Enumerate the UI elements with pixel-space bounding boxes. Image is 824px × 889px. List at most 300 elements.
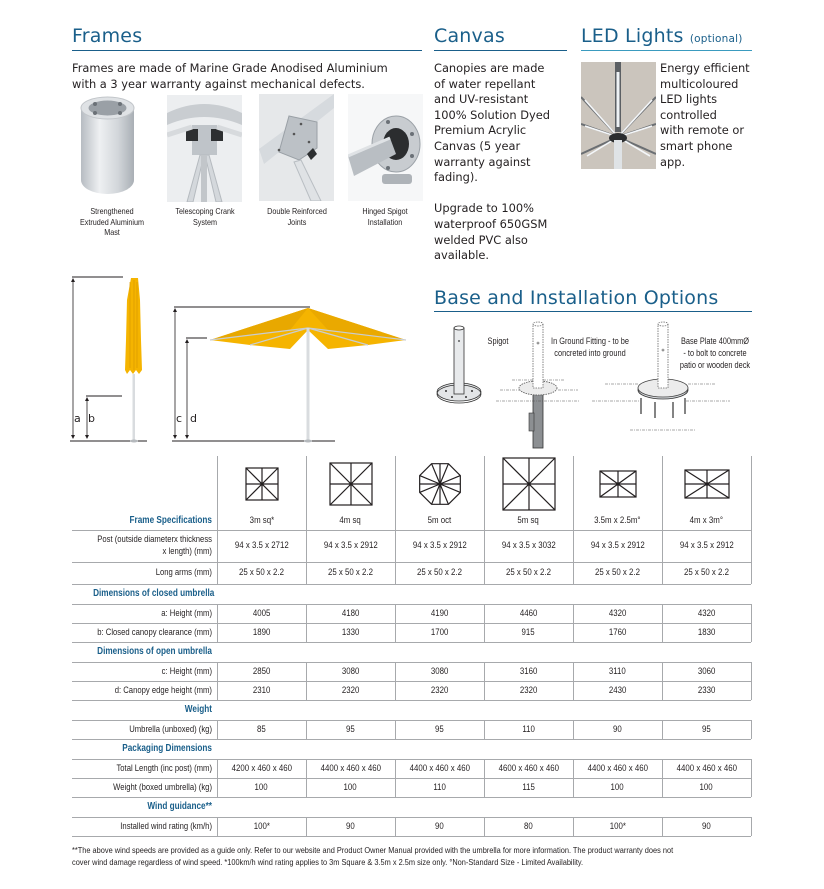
spigot-icon <box>437 326 481 403</box>
table-value-cell <box>484 817 573 836</box>
cell-value: 4m x 3m° <box>689 515 724 526</box>
table-value-cell <box>662 662 751 681</box>
table-value-cell <box>217 778 306 797</box>
table-divider <box>395 530 396 562</box>
cell-value: 100* <box>609 821 626 832</box>
cell-value: 3160 <box>519 666 538 677</box>
table-rule <box>72 530 751 531</box>
cell-value: 94 x 3.5 x 2912 <box>323 540 378 551</box>
caption-line: Double Reinforced <box>267 207 327 216</box>
table-divider <box>662 456 663 530</box>
table-divider <box>217 817 218 836</box>
cell-value: 95 <box>435 724 444 735</box>
table-divider <box>217 759 218 778</box>
table-divider <box>662 662 663 681</box>
cell-value: 2320 <box>519 685 538 696</box>
cell-value: 2320 <box>430 685 449 696</box>
table-rule <box>72 681 751 682</box>
cell-value: 100 <box>699 782 714 793</box>
canvas-line: Canvas (5 year <box>434 138 521 153</box>
size-column-header <box>662 512 751 529</box>
table-divider <box>217 662 218 681</box>
cell-value: 94 x 3.5 x 2912 <box>412 540 467 551</box>
table-value-cell <box>662 681 751 700</box>
dimension-label-a: a <box>74 412 81 425</box>
canvas-line: Canopies are made <box>434 61 545 75</box>
cell-value: 5m oct <box>427 515 452 526</box>
size-column-header <box>484 512 573 529</box>
table-divider <box>662 623 663 642</box>
table-row-label: Installed wind rating (km/h) <box>120 820 212 832</box>
table-value-cell <box>395 759 484 778</box>
dimension-label-d: d <box>190 412 197 425</box>
canvas-line: Upgrade to 100% <box>434 201 534 216</box>
table-divider <box>306 562 307 584</box>
table-divider <box>395 562 396 584</box>
table-rule <box>72 778 751 779</box>
table-value-cell <box>573 759 662 778</box>
table-value-cell <box>217 681 306 700</box>
table-value-cell <box>217 604 306 623</box>
table-divider <box>395 778 396 797</box>
cell-value: 110 <box>522 724 535 735</box>
led-line: smart phone <box>660 138 733 153</box>
table-divider <box>662 604 663 623</box>
table-rule <box>72 584 751 585</box>
table-divider <box>395 456 396 530</box>
dimension-label-b: b <box>88 412 95 425</box>
table-divider <box>573 662 574 681</box>
square-large-canopy-icon <box>501 456 557 512</box>
crank-system-photo <box>167 95 242 202</box>
canvas-title-rule <box>434 50 567 51</box>
cell-value: 4200 x 460 x 460 <box>231 763 292 774</box>
table-divider <box>573 562 574 584</box>
spec-value-cell <box>217 562 306 584</box>
cell-value: 915 <box>521 627 536 638</box>
cell-value: 4180 <box>341 608 360 619</box>
led-line: Energy efficient <box>660 61 750 75</box>
table-rule <box>72 642 751 643</box>
table-divider <box>217 530 218 562</box>
table-divider <box>573 720 574 739</box>
table-value-cell <box>573 778 662 797</box>
table-value-cell <box>573 720 662 739</box>
frames-description-line: Frames are made of Marine Grade Anodised Aluminium <box>72 61 388 75</box>
table-value-cell <box>484 778 573 797</box>
table-divider <box>395 681 396 700</box>
table-divider <box>217 456 218 530</box>
caption-line: Hinged Spigot <box>362 207 408 216</box>
cell-value: 3080 <box>430 666 449 677</box>
spec-value-cell <box>573 530 662 562</box>
table-row-label: d: Canopy edge height (mm) <box>114 684 212 696</box>
table-divider <box>573 817 574 836</box>
cell-value: 110 <box>433 782 446 793</box>
base-option-line: In Ground Fitting - to be <box>551 336 629 346</box>
base-title: Base and Installation Options <box>434 287 719 309</box>
table-value-cell <box>662 778 751 797</box>
table-divider <box>751 604 752 623</box>
canvas-line: waterproof 650GSM <box>434 216 548 231</box>
table-divider <box>217 720 218 739</box>
table-value-cell <box>217 662 306 681</box>
cell-value: 2310 <box>252 685 271 696</box>
cell-value: 1700 <box>430 627 449 638</box>
base-option-line: - to bolt to concrete <box>683 348 747 358</box>
spec-value-cell <box>306 562 395 584</box>
cell-value: 3110 <box>609 666 626 677</box>
cell-value: 85 <box>257 724 266 735</box>
table-value-cell <box>484 720 573 739</box>
table-row-label: b: Closed canopy clearance (mm) <box>97 626 212 638</box>
table-divider <box>484 759 485 778</box>
cell-value: 100 <box>610 782 625 793</box>
table-divider <box>306 662 307 681</box>
rectangle-canopy-icon <box>683 468 731 500</box>
table-rule <box>72 817 751 818</box>
cell-value: 90 <box>435 821 444 832</box>
table-divider <box>751 681 752 700</box>
cell-value: 95 <box>702 724 711 735</box>
led-title-suffix: (optional) <box>689 33 743 45</box>
cell-value: 3080 <box>341 666 360 677</box>
table-divider <box>306 530 307 562</box>
closed-umbrella-illustration <box>70 277 147 443</box>
table-divider <box>751 817 752 836</box>
frame-specifications-heading: Frame Specifications <box>129 515 212 526</box>
canvas-line: welded PVC also <box>434 232 528 247</box>
canvas-line: Premium Acrylic <box>434 123 527 138</box>
frames-title: Frames <box>72 25 143 47</box>
table-value-cell <box>395 720 484 739</box>
spec-value-cell <box>217 530 306 562</box>
table-divider <box>573 623 574 642</box>
base-option-line: concreted into ground <box>554 348 626 358</box>
table-value-cell <box>662 817 751 836</box>
table-value-cell <box>395 662 484 681</box>
table-row-label: a: Height (mm) <box>161 607 212 619</box>
table-value-cell <box>484 604 573 623</box>
table-divider <box>662 562 663 584</box>
section-heading: Dimensions of open umbrella <box>97 646 212 657</box>
table-value-cell <box>306 604 395 623</box>
cell-value: 115 <box>522 782 535 793</box>
table-divider <box>484 562 485 584</box>
table-divider <box>306 759 307 778</box>
table-divider <box>306 681 307 700</box>
table-value-cell <box>217 720 306 739</box>
cell-value: 25 x 50 x 2.2 <box>683 567 730 578</box>
cell-value: 100 <box>254 782 269 793</box>
table-value-cell <box>484 623 573 642</box>
base-option-baseplate-label <box>674 335 756 371</box>
table-value-cell <box>662 623 751 642</box>
cell-value: 4005 <box>252 608 271 619</box>
cell-value: 2430 <box>608 685 627 696</box>
caption-line: Installation <box>367 217 403 227</box>
table-divider <box>573 778 574 797</box>
spec-row-label <box>96 534 212 558</box>
canvas-line: fading). <box>434 170 478 185</box>
table-rule <box>72 720 751 721</box>
led-line: multicoloured <box>660 76 739 91</box>
cell-value: 4400 x 460 x 460 <box>409 763 470 774</box>
reinforced-joint-photo <box>259 94 334 201</box>
table-divider <box>751 720 752 739</box>
canvas-title: Canvas <box>434 25 505 47</box>
caption-line: Mast <box>104 228 120 237</box>
canvas-line: and UV-resistant <box>434 92 529 107</box>
spec-value-cell <box>484 530 573 562</box>
table-divider <box>573 604 574 623</box>
cell-value: 100 <box>343 782 358 793</box>
spec-value-cell <box>662 530 751 562</box>
table-divider <box>395 817 396 836</box>
cell-value: 5m sq <box>517 515 540 526</box>
table-divider <box>306 720 307 739</box>
frames-title-rule <box>72 50 422 51</box>
table-value-cell <box>573 604 662 623</box>
cell-value: 90 <box>346 821 355 832</box>
cell-value: 4320 <box>608 608 627 619</box>
base-option-spigot-label <box>482 335 515 347</box>
spec-value-cell <box>395 530 484 562</box>
square-small-canopy-icon <box>244 466 280 502</box>
cell-value: 25 x 50 x 2.2 <box>238 567 285 578</box>
table-divider <box>217 562 218 584</box>
size-column-header <box>395 512 484 529</box>
caption-line: Extruded Aluminium <box>79 217 145 227</box>
table-value-cell <box>306 681 395 700</box>
table-divider <box>573 759 574 778</box>
table-value-cell <box>484 681 573 700</box>
cell-value: 25 x 50 x 2.2 <box>327 567 374 578</box>
feature-caption-crank <box>165 207 244 228</box>
frames-description-line: with a 3 year warranty against mechanical defects. <box>72 76 365 91</box>
table-divider <box>306 778 307 797</box>
table-value-cell <box>395 681 484 700</box>
cell-value: 1890 <box>252 627 271 638</box>
label-line: x length) (mm) <box>162 546 212 557</box>
table-value-cell <box>662 604 751 623</box>
base-option-line: patio or wooden deck <box>679 360 751 370</box>
table-value-cell <box>395 604 484 623</box>
size-column-header <box>573 512 662 529</box>
table-value-cell <box>395 817 484 836</box>
feature-caption-spigot <box>345 207 424 228</box>
footnote-line: cover wind damage regardless of wind speed. *100km/h wind rating applies to 3m Square & 3.5m x 2.5m size only. °Non-Standard Size - Limited Availability. <box>72 857 584 867</box>
table-row-label: Weight (boxed umbrella) (kg) <box>113 781 212 793</box>
cell-value: 25 x 50 x 2.2 <box>505 567 552 578</box>
cell-value: 94 x 3.5 x 2712 <box>234 540 289 551</box>
table-divider <box>395 623 396 642</box>
table-divider <box>484 530 485 562</box>
table-divider <box>751 623 752 642</box>
umbrella-dimension-diagram <box>60 270 420 450</box>
extruded-mast-photo <box>75 94 150 201</box>
cell-value: 3060 <box>697 666 716 677</box>
table-divider <box>395 720 396 739</box>
table-divider <box>395 759 396 778</box>
canvas-description <box>434 61 574 264</box>
table-value-cell <box>306 778 395 797</box>
canvas-line: of water repellant <box>434 76 536 91</box>
table-rule <box>72 662 751 663</box>
table-divider <box>573 456 574 530</box>
table-row-label: Total Length (inc post) (mm) <box>116 762 212 774</box>
frames-description <box>72 61 432 92</box>
cell-value: 1760 <box>608 627 627 638</box>
table-divider <box>217 778 218 797</box>
table-divider <box>484 623 485 642</box>
table-divider <box>484 817 485 836</box>
open-umbrella-illustration <box>172 307 406 443</box>
canvas-line: 100% Solution Dyed <box>434 107 550 122</box>
spec-row-label <box>96 567 212 579</box>
label-line: Long arms (mm) <box>155 567 212 578</box>
rectangle-small-canopy-icon <box>598 469 638 499</box>
led-photo <box>581 62 656 169</box>
cell-value: 2850 <box>252 666 271 677</box>
table-rule <box>72 562 751 563</box>
led-line: app. <box>660 154 686 169</box>
base-title-rule <box>434 311 752 312</box>
table-divider <box>662 720 663 739</box>
table-rule <box>72 604 751 605</box>
cell-value: 90 <box>702 821 711 832</box>
table-value-cell <box>217 623 306 642</box>
feature-caption-mast <box>72 207 151 239</box>
led-title <box>581 25 743 47</box>
table-value-cell <box>573 623 662 642</box>
table-divider <box>306 623 307 642</box>
table-value-cell <box>217 759 306 778</box>
size-column-header <box>306 512 395 529</box>
cell-value: 1330 <box>341 627 360 638</box>
cell-value: 4400 x 460 x 460 <box>320 763 381 774</box>
spec-value-cell <box>484 562 573 584</box>
caption-line: Strengthened <box>90 207 134 216</box>
table-divider <box>306 456 307 530</box>
table-divider <box>751 778 752 797</box>
feature-caption-joints <box>257 207 336 228</box>
table-divider <box>573 530 574 562</box>
cell-value: 94 x 3.5 x 2912 <box>679 540 734 551</box>
table-divider <box>306 604 307 623</box>
base-option-line: Spigot <box>487 336 509 346</box>
section-heading: Weight <box>184 704 212 715</box>
table-row-label: Umbrella (unboxed) (kg) <box>129 723 212 735</box>
caption-line: Joints <box>287 217 307 227</box>
cell-value: 4320 <box>697 608 716 619</box>
caption-line: System <box>192 217 218 227</box>
section-heading: Packaging Dimensions <box>122 743 212 754</box>
table-divider <box>573 681 574 700</box>
cell-value: 80 <box>524 821 533 832</box>
table-value-cell <box>395 778 484 797</box>
table-divider <box>484 681 485 700</box>
spec-value-cell <box>306 530 395 562</box>
led-description <box>660 61 770 170</box>
table-divider <box>484 778 485 797</box>
base-option-line: Base Plate 400mmØ <box>680 336 750 346</box>
cell-value: 4460 <box>519 608 538 619</box>
cell-value: 94 x 3.5 x 2912 <box>590 540 645 551</box>
canvas-line: available. <box>434 248 490 263</box>
hinged-spigot-photo <box>348 94 423 201</box>
cell-value: 4400 x 460 x 460 <box>676 763 737 774</box>
cell-value: 100* <box>253 821 270 832</box>
table-value-cell <box>306 817 395 836</box>
cell-value: 2320 <box>341 685 360 696</box>
spec-value-cell <box>662 562 751 584</box>
cell-value: 94 x 3.5 x 3032 <box>501 540 556 551</box>
cell-value: 3.5m x 2.5m° <box>594 515 641 526</box>
table-rule <box>72 700 751 701</box>
cell-value: 90 <box>613 724 622 735</box>
table-rule <box>72 797 751 798</box>
table-value-cell <box>484 662 573 681</box>
table-value-cell <box>573 681 662 700</box>
table-value-cell <box>484 759 573 778</box>
table-divider <box>662 759 663 778</box>
table-divider <box>484 604 485 623</box>
cell-value: 3m sq* <box>249 515 274 526</box>
table-value-cell <box>306 662 395 681</box>
size-column-header <box>217 512 306 529</box>
table-divider <box>751 562 752 584</box>
table-value-cell <box>217 817 306 836</box>
base-option-inground-label <box>549 335 631 359</box>
table-divider <box>662 681 663 700</box>
led-line: controlled <box>660 107 717 122</box>
table-divider <box>751 530 752 562</box>
table-rule <box>72 623 751 624</box>
table-divider <box>751 662 752 681</box>
cell-value: 4600 x 460 x 460 <box>498 763 559 774</box>
table-divider <box>662 778 663 797</box>
table-divider <box>217 681 218 700</box>
table-rule <box>72 759 751 760</box>
table-value-cell <box>573 662 662 681</box>
table-value-cell <box>306 623 395 642</box>
table-row-label: c: Height (mm) <box>161 665 212 677</box>
led-title-text: LED Lights <box>581 25 684 47</box>
cell-value: 4190 <box>430 608 449 619</box>
cell-value: 95 <box>346 724 355 735</box>
table-rule <box>72 739 751 740</box>
table-divider <box>751 759 752 778</box>
cell-value: 4400 x 460 x 460 <box>587 763 648 774</box>
canvas-line: warranty against <box>434 154 531 169</box>
section-heading: Dimensions of closed umbrella <box>93 588 215 599</box>
footnote-line: **The above wind speeds are provided as a guide only. Refer to our website and Product Owner Manual provided with the umbrella for more information. The product warranty does not <box>72 845 674 855</box>
table-rule <box>72 836 751 837</box>
table-value-cell <box>395 623 484 642</box>
square-canopy-icon <box>328 461 374 507</box>
label-line: Post (outside diameterx thickness <box>97 534 212 545</box>
table-divider <box>217 604 218 623</box>
octagon-canopy-icon <box>416 460 464 508</box>
cell-value: 1830 <box>697 627 716 638</box>
table-divider <box>306 817 307 836</box>
dimension-label-c: c <box>176 412 183 425</box>
caption-line: Telescoping Crank <box>175 207 235 216</box>
table-divider <box>395 604 396 623</box>
table-divider <box>751 456 752 530</box>
table-value-cell <box>573 817 662 836</box>
